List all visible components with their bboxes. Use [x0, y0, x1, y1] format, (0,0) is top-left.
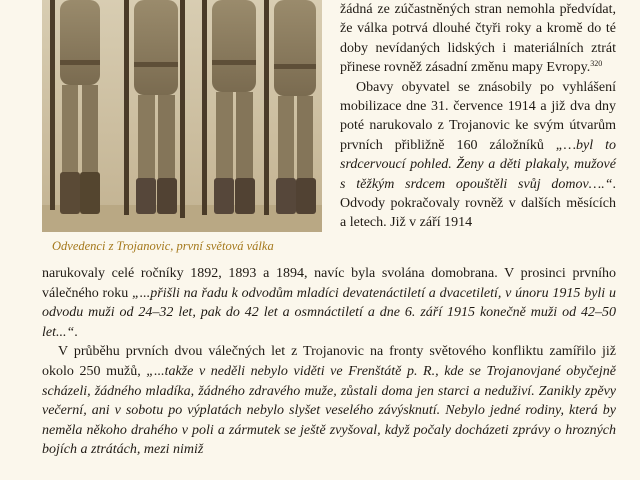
soldiers-photo-image [42, 0, 322, 232]
right-column-text [340, 0, 616, 233]
paragraph-3: V průběhu prvních dvou válečných let z Trojanovic na fronty světového konfliktu zamířilo již okolo 250 mužů, „...takže v neděli nebylo viděti ve Frenštátě p. R., kde se Trojanovjané obyčejně scházeli, žádného mladíka, žádného zdravého muže, zůstali doma jen starci a neduživí. Zanikly zpěvy večerní, ani v sobotu po výplatách nebylo slyšet veselého závýsknutí. Nebylo jedné rodiny, která by neměla někoho drahého v poli a zármutek se ještě zvyšoval, když počaly docházeti zprávy o hrozných bojích a ztrátách, mezi nimiž [42, 344, 616, 458]
paragraph-2: Obavy obyvatel se znásobily po vyhlášení mobilizace dne 31. července 1914 a již dva dny poté narukovalo z Trojanovic ke svým útvarům prvních přibližně 160 záložníků „…byl to srdcervoucí pohled. Ženy a děti plakaly, mužové s těžkým srdcem opouštěli svůj domov….“. Odvody pokračovaly rovněž v dalších měsících a letech. Již v září 1914 [340, 79, 616, 231]
soldiers-photo [42, 0, 322, 232]
photo-caption: Odvedenci z Trojanovic, první světová válka [52, 239, 274, 253]
paragraph-1: žádná ze zúčastněných stran nemohla předvídat, že válka potrvá dlouhé čtyři roky a kromě do té doby nevídaných lidských i materiálních ztrát přinese rovněž zásadní změnu mapy Evropy.$^{320}$ [340, 2, 616, 76]
footnote-ref: 320 [590, 59, 603, 69]
full-width-text [42, 264, 616, 460]
paragraph-2-continued: narukovaly celé ročníky 1892, 1893 a 1894, navíc byla svolána domobrana. V prosinci prvního válečného roku „...přišli na řadu k odvodům mladíci devatenáctiletí a dvacetiletí, v únoru 1915 byli u odvodu muži od 24–32 let, pak do 42 let a osmnáctiletí a dne 6. září 1915 konečně muži od 42–50 let...“. [42, 266, 616, 340]
